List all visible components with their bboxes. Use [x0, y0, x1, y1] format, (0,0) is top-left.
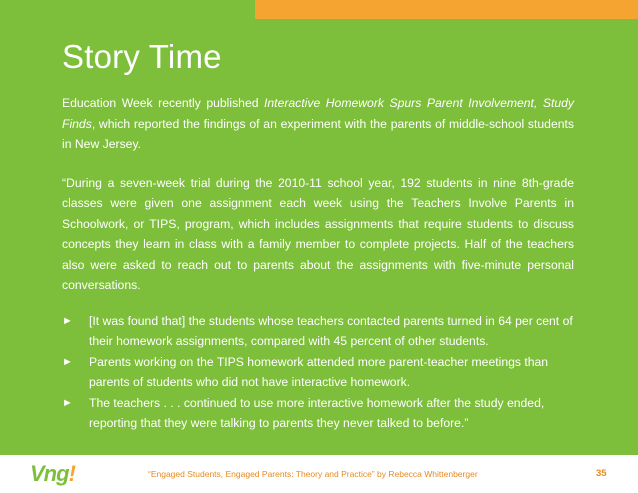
intro-paragraph: [62, 93, 574, 155]
logo-mark: !: [68, 461, 75, 486]
slide-body: [62, 93, 574, 434]
list-item-text: [It was found that] the students whose teachers contacted parents turned in 64 per cent of their homework assignments, compared with 45 percent of other students.: [89, 313, 573, 348]
page-number: 35: [596, 468, 607, 479]
list-item-text: The teachers . . . continued to use more interactive homework after the study ended, reporting that they were talking to parents they never talked to before.”: [89, 395, 545, 430]
bullet-arrow-icon: ►: [62, 314, 73, 327]
findings-list: [62, 311, 574, 434]
intro-text-end: , which reported the findings of an experiment with the parents of middle-school students in New Jersey.: [62, 116, 574, 151]
list-item-text: Parents working on the TIPS homework attended more parent-teacher meetings than parents of students who did not have interactive homework.: [89, 354, 549, 389]
logo-text: Vng: [30, 461, 69, 486]
vng-logo: [30, 461, 75, 489]
footer-citation: “Engaged Students, Engaged Parents: Theory and Practice” by Rebecca Whittenberger: [148, 469, 478, 479]
list-item: [62, 311, 574, 352]
quote-paragraph: “During a seven-week trial during the 2010-11 school year, 192 students in nine 8th-grade classes were given one assignment each week using the Teachers Involve Parents in Schoolwork, or TIPS, program, which includes assignments that require students to discuss concepts they learn in class with a family member to complete projects. Half of the teachers also were asked to reach out to parents about the assignments with five-minute personal conversations.: [62, 175, 574, 292]
article-title: Interactive Homework Spurs Parent Involvement, Study Finds: [62, 96, 575, 131]
orange-accent-bar: [255, 0, 638, 19]
bullet-arrow-icon: ►: [62, 355, 73, 368]
slide-footer: [0, 455, 638, 493]
bullet-arrow-icon: ►: [62, 396, 73, 409]
slide-title: Story Time: [62, 38, 222, 75]
intro-text-start: Education Week recently published: [62, 96, 265, 110]
list-item: [62, 352, 574, 393]
list-item: [62, 393, 574, 434]
